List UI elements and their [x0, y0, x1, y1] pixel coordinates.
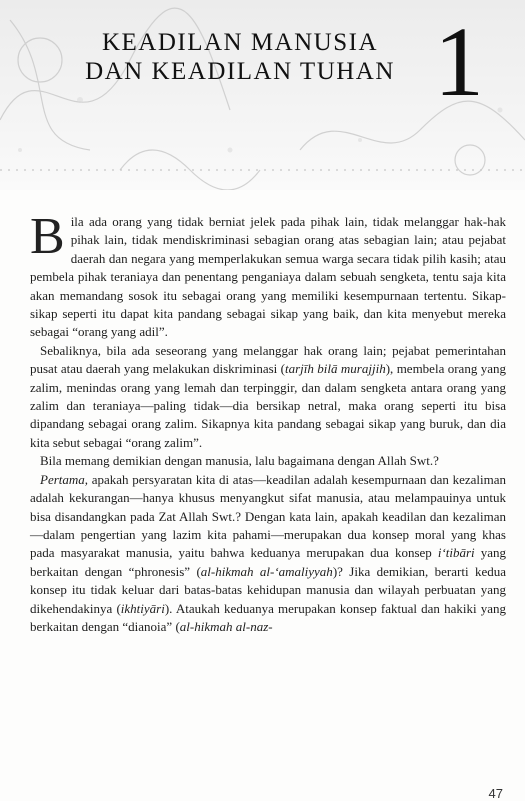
paragraph-4-lead: Pertama,	[40, 471, 89, 487]
paragraph-2-term: tarjīh bilā murajjih	[285, 361, 386, 377]
paragraph-2-part-b: ), membela orang yang zalim, menindas orang yang lemah dan terpinggir, dan dalam sengketa antara orang yang zalim dan teraniaya—paling tidak—dia bersikap netral, maka orang seperti itu bisa dipandang sebagai orang zalim. Sikapnya kita pandang sebagai sikap yang buruk, dan dia kita sebut sebagai “orang zalim”.	[30, 361, 506, 450]
chapter-header	[0, 0, 525, 190]
paragraph-4-term-3: ikhtiyāri	[120, 600, 165, 616]
paragraph-1	[30, 208, 506, 342]
chapter-title-line-1: KEADILAN MANUSIA	[101, 29, 379, 56]
paragraph-4	[30, 471, 506, 637]
paragraph-4-part-c: )? Jika demikian, berarti kedua konsep itu tidak keluar dari batas-batas kehidupan manusia dan wilayah perbuatan yang dikehendakinya (	[30, 563, 506, 616]
paragraph-4-term-1: i‘tibāri	[437, 545, 475, 561]
body-text	[30, 208, 506, 636]
paragraph-4-part-a: apakah persyaratan kita di atas—keadilan adalah kesempurnaan dan kezaliman adalah kekurangan—hanya khusus menyangkut sifat manusia, atau melampauinya untuk bisa disandangkan pada Zat Allah Swt.? Dengan kata lain, apakah keadilan dan kezaliman—dalam pengertian yang lazim kita pahami—merupakan dua konsep moral yang khas pada masyarakat manusia, yaitu bahwa keduanya merupakan dua konsep	[30, 471, 506, 561]
paragraph-4-part-d: ). Ataukah keduanya merupakan konsep faktual dan hakiki yang berkaitan dengan “dianoia” (	[30, 600, 506, 634]
drop-cap: B	[30, 208, 65, 265]
chapter-title	[60, 28, 420, 86]
paragraph-2-part-a: Sebaliknya, bila ada seseorang yang melanggar hak orang lain; pejabat pemerintahan pusat atau daerah yang melakukan diskriminasi (	[30, 342, 506, 377]
page-number: 47	[488, 786, 503, 801]
paragraph-4-part-b: yang berkaitan dengan “phronesis” (	[30, 545, 506, 579]
chapter-number: 1	[434, 6, 484, 117]
paragraph-2	[30, 342, 506, 452]
paragraph-4-term-2: al-hikmah al-‘amaliyyah	[200, 563, 333, 579]
paragraph-4-term-4: al-hikmah al-naz-	[179, 618, 273, 634]
chapter-title-line-2: DAN KEADILAN TUHAN	[85, 58, 395, 85]
paragraph-1-text: ila ada orang yang tidak berniat jelek pada pihak lain, tidak melanggar hak-hak pihak lain, tidak mendiskriminasi sebagian orang atas sebagian lain; atau pejabat daerah dan negara yang memperlakukan semua warga secara tidak pilih kasih; atau pembela pihak teraniaya dan penentang penganiaya dalam sebuah sengketa, tentu saja kita akan memandang sosok itu sebagai orang yang memiliki kesempurnaan tertentu. Sikap-sikap seperti itu dapat kita pandang sebagai sikap yang baik, dan kita menyebut mereka sebagai “orang yang adil”.	[30, 214, 506, 340]
paragraph-3: Bila memang demikian dengan manusia, lalu bagaimana dengan Allah Swt.?	[40, 453, 439, 469]
